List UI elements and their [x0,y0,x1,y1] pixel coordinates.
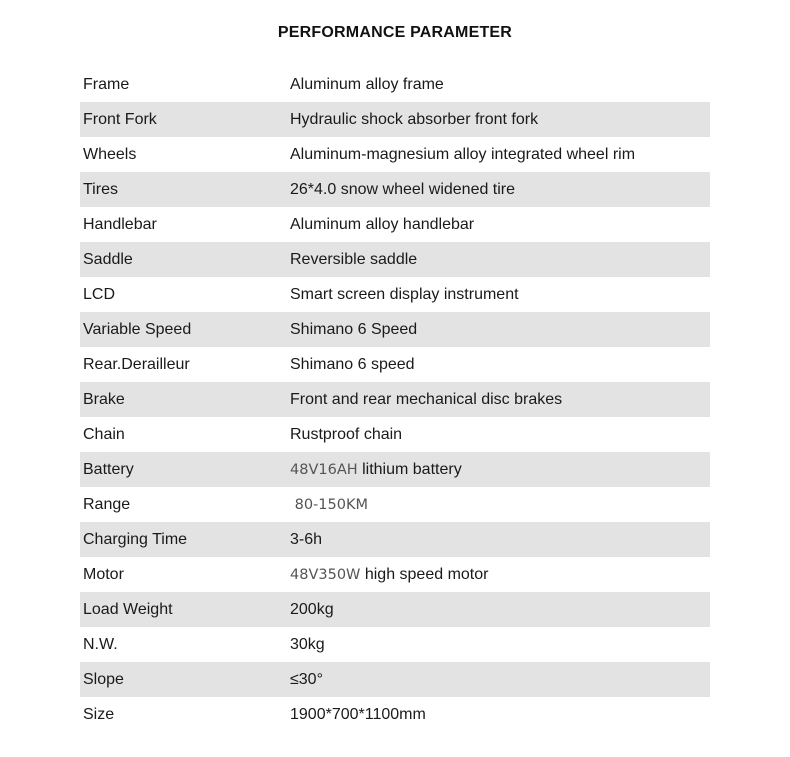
spec-value: ≤30° [290,670,323,688]
spec-value-model: 48V350W [290,566,361,583]
spec-value: Reversible saddle [290,250,418,268]
spec-row-saddle [80,242,710,277]
spec-value: 30kg [290,635,325,653]
spec-label: Battery [83,460,134,478]
spec-value-model: 80-150KM [290,496,368,513]
spec-row-charging-time [80,522,710,557]
spec-label: LCD [83,285,116,303]
spec-table [80,67,710,732]
spec-label: Handlebar [83,215,157,233]
spec-label: Front Fork [83,110,157,128]
spec-value: Shimano 6 Speed [290,320,418,338]
spec-value: Front and rear mechanical disc brakes [290,390,563,408]
spec-value [290,566,710,584]
spec-label: N.W. [83,635,118,653]
spec-row-slope [80,662,710,697]
spec-label: Tires [83,180,118,198]
spec-value: 1900*700*1100mm [290,705,426,723]
spec-row-front-fork [80,102,710,137]
spec-value-model: 48V16AH [290,461,358,478]
spec-row-handlebar [80,207,710,242]
spec-value [290,496,710,514]
spec-row-load-weight [80,592,710,627]
spec-value: Aluminum alloy handlebar [290,215,475,233]
spec-row-net-weight [80,627,710,662]
spec-label: Frame [83,75,130,93]
spec-label: Load Weight [83,600,173,618]
spec-row-wheels [80,137,710,172]
spec-label: Slope [83,670,124,688]
spec-value-text: lithium battery [357,460,462,478]
spec-row-lcd [80,277,710,312]
spec-label: Motor [83,565,124,583]
spec-row-variable-speed [80,312,710,347]
spec-value: Shimano 6 speed [290,355,415,373]
spec-value [290,461,710,479]
spec-value: Smart screen display instrument [290,285,519,303]
spec-value-text: high speed motor [360,565,489,583]
spec-label: Variable Speed [83,320,192,338]
spec-row-range [80,487,710,522]
spec-row-brake [80,382,710,417]
spec-row-motor [80,557,710,592]
page-title: PERFORMANCE PARAMETER [277,24,513,41]
spec-value: Aluminum-magnesium alloy integrated wheel rim [290,145,636,163]
spec-value: Hydraulic shock absorber front fork [290,110,539,128]
spec-row-rear-derailleur [80,347,710,382]
spec-row-battery [80,452,710,487]
spec-label: Range [83,495,131,513]
spec-value: 200kg [290,600,334,618]
spec-label: Rear.Derailleur [83,355,190,373]
spec-row-frame [80,67,710,102]
spec-row-tires [80,172,710,207]
spec-value: 26*4.0 snow wheel widened tire [290,180,516,198]
spec-row-chain [80,417,710,452]
spec-row-size [80,697,710,732]
spec-label: Charging Time [83,530,188,548]
spec-value: Rustproof chain [290,425,403,443]
spec-label: Chain [83,425,125,443]
spec-label: Saddle [83,250,133,268]
spec-value: Aluminum alloy frame [290,75,444,93]
spec-label: Brake [83,390,125,408]
spec-label: Size [83,705,115,723]
spec-label: Wheels [83,145,137,163]
spec-value: 3-6h [290,530,323,548]
